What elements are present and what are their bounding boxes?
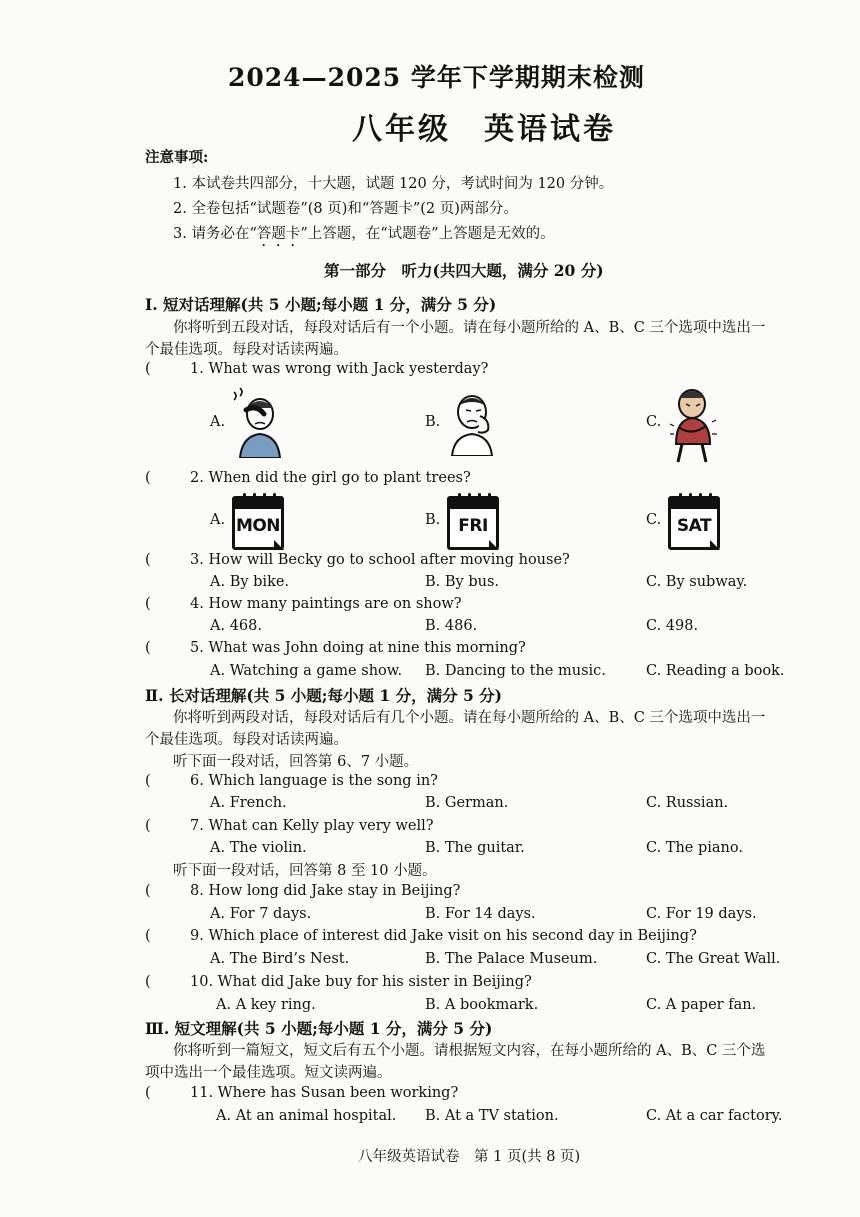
section2-instruction-cont: 个最佳选项。每段对话读两遍。 <box>145 732 348 748</box>
question-1: 1. What was wrong with Jack yesterday? <box>190 361 489 377</box>
section1-instruction-cont: 个最佳选项。每段对话读两遍。 <box>145 342 348 358</box>
option-a: A. Watching a game show. <box>210 663 403 679</box>
pic-label-c: C. <box>646 414 662 430</box>
option-c: C. A paper fan. <box>646 997 757 1013</box>
question-5: 5. What was John doing at nine this morning? <box>190 640 526 656</box>
option-c: C. The piano. <box>646 840 743 856</box>
option-a: A. The Bird’s Nest. <box>210 951 350 967</box>
option-c: C. Reading a book. <box>646 663 785 679</box>
option-b: B. The Palace Museum. <box>425 951 598 967</box>
answer-paren: ( <box>145 552 151 568</box>
option-a: A. A key ring. <box>216 997 316 1013</box>
option-c: C. By subway. <box>646 574 748 590</box>
exam-subtitle: 八年级 英语试卷 <box>352 112 616 147</box>
answer-paren: ( <box>145 818 151 834</box>
section3-instruction: 你将听到一篇短文，短文后有五个小题。请根据短文内容，在每小题所给的 A、B、C 三个选 <box>173 1043 766 1059</box>
question-2: 2. When did the girl go to plant trees? <box>190 470 471 486</box>
answer-paren: ( <box>145 974 151 990</box>
note-item-2: 2. 全卷包括“试题卷”(8 页)和“答题卡”(2 页)两部分。 <box>173 201 518 217</box>
calendar-day-label: SAT <box>676 516 712 536</box>
option-a: A. For 7 days. <box>210 906 312 922</box>
notes-heading: 注意事项: <box>145 149 209 166</box>
headache-boy-icon <box>228 386 292 458</box>
option-b: B. A bookmark. <box>425 997 539 1013</box>
calendar-day-label: FRI <box>458 516 488 536</box>
cold-shivering-boy-icon <box>668 384 720 464</box>
answer-paren: ( <box>145 883 151 899</box>
section3-heading: Ⅲ. 短文理解(共 5 小题;每小题 1 分，满分 5 分) <box>145 1019 493 1038</box>
question-9: 9. Which place of interest did Jake visit on his second day in Beijing? <box>190 928 697 944</box>
question-3: 3. How will Becky go to school after moving house? <box>190 552 570 568</box>
answer-paren: ( <box>145 1085 151 1101</box>
section2-instruction: 你将听到两段对话，每段对话后有几个小题。请在每小题所给的 A、B、C 三个选项中选出一 <box>173 710 766 726</box>
question-11: 11. Where has Susan been working? <box>190 1085 459 1101</box>
section1-instruction: 你将听到五段对话，每段对话后有一个小题。请在每小题所给的 A、B、C 三个选项中选出一 <box>173 320 766 336</box>
answer-paren: ( <box>145 470 151 486</box>
toothache-boy-icon <box>446 386 500 456</box>
question-7: 7. What can Kelly play very well? <box>190 818 434 834</box>
section2-sub2: 听下面一段对话，回答第 8 至 10 小题。 <box>173 863 437 879</box>
section2-heading: Ⅱ. 长对话理解(共 5 小题;每小题 1 分，满分 5 分) <box>145 686 502 705</box>
option-b: B. At a TV station. <box>425 1108 559 1124</box>
question-10: 10. What did Jake buy for his sister in Beijing? <box>190 974 532 990</box>
answer-paren: ( <box>145 928 151 944</box>
pic-label-b: B. <box>425 414 441 430</box>
option-b: B. German. <box>425 795 509 811</box>
calendar-fri-icon <box>447 496 499 550</box>
page-footer: 八年级英语试卷 第 1 页(共 8 页) <box>358 1149 581 1165</box>
section3-instruction-cont: 项中选出一个最佳选项。短文读两遍。 <box>145 1065 392 1081</box>
option-a: A. French. <box>210 795 287 811</box>
answer-paren: ( <box>145 773 151 789</box>
calendar-day-label: MON <box>235 516 281 536</box>
option-a: A. By bike. <box>210 574 290 590</box>
pic-label-c: C. <box>646 512 662 528</box>
exam-title: 2024—2025 学年下学期期末检测 <box>228 63 645 92</box>
calendar-sat-icon <box>668 496 720 550</box>
option-a: A. The violin. <box>210 840 307 856</box>
section1-heading: Ⅰ. 短对话理解(共 5 小题;每小题 1 分，满分 5 分) <box>145 295 497 314</box>
option-a: A. At an animal hospital. <box>216 1108 397 1124</box>
part1-title: 第一部分 听力(共四大题，满分 20 分) <box>324 261 604 280</box>
option-a: A. 468. <box>210 618 262 634</box>
option-b: B. The guitar. <box>425 840 525 856</box>
pic-label-a: A. <box>210 512 226 528</box>
option-c: C. The Great Wall. <box>646 951 781 967</box>
option-b: B. 486. <box>425 618 478 634</box>
answer-paren: ( <box>145 640 151 656</box>
pic-label-a: A. <box>210 414 226 430</box>
question-4: 4. How many paintings are on show? <box>190 596 462 612</box>
option-c: C. Russian. <box>646 795 729 811</box>
option-b: B. Dancing to the music. <box>425 663 606 679</box>
option-c: C. At a car factory. <box>646 1108 783 1124</box>
question-8: 8. How long did Jake stay in Beijing? <box>190 883 461 899</box>
emphasis-answer-card: 答题卡 <box>256 226 301 242</box>
option-b: B. By bus. <box>425 574 500 590</box>
option-b: B. For 14 days. <box>425 906 536 922</box>
note-item-1: 1. 本试卷共四部分，十大题，试题 120 分，考试时间为 120 分钟。 <box>173 176 614 192</box>
answer-paren: ( <box>145 596 151 612</box>
section2-sub1: 听下面一段对话，回答第 6、7 小题。 <box>173 754 419 770</box>
option-c: C. 498. <box>646 618 699 634</box>
pic-label-b: B. <box>425 512 441 528</box>
question-6: 6. Which language is the song in? <box>190 773 438 789</box>
answer-paren: ( <box>145 361 151 377</box>
option-c: C. For 19 days. <box>646 906 757 922</box>
calendar-mon-icon <box>232 496 284 550</box>
note-item-3: 3. 请务必在“答题卡”上答题，在“试题卷”上答题是无效的。 <box>173 226 555 242</box>
